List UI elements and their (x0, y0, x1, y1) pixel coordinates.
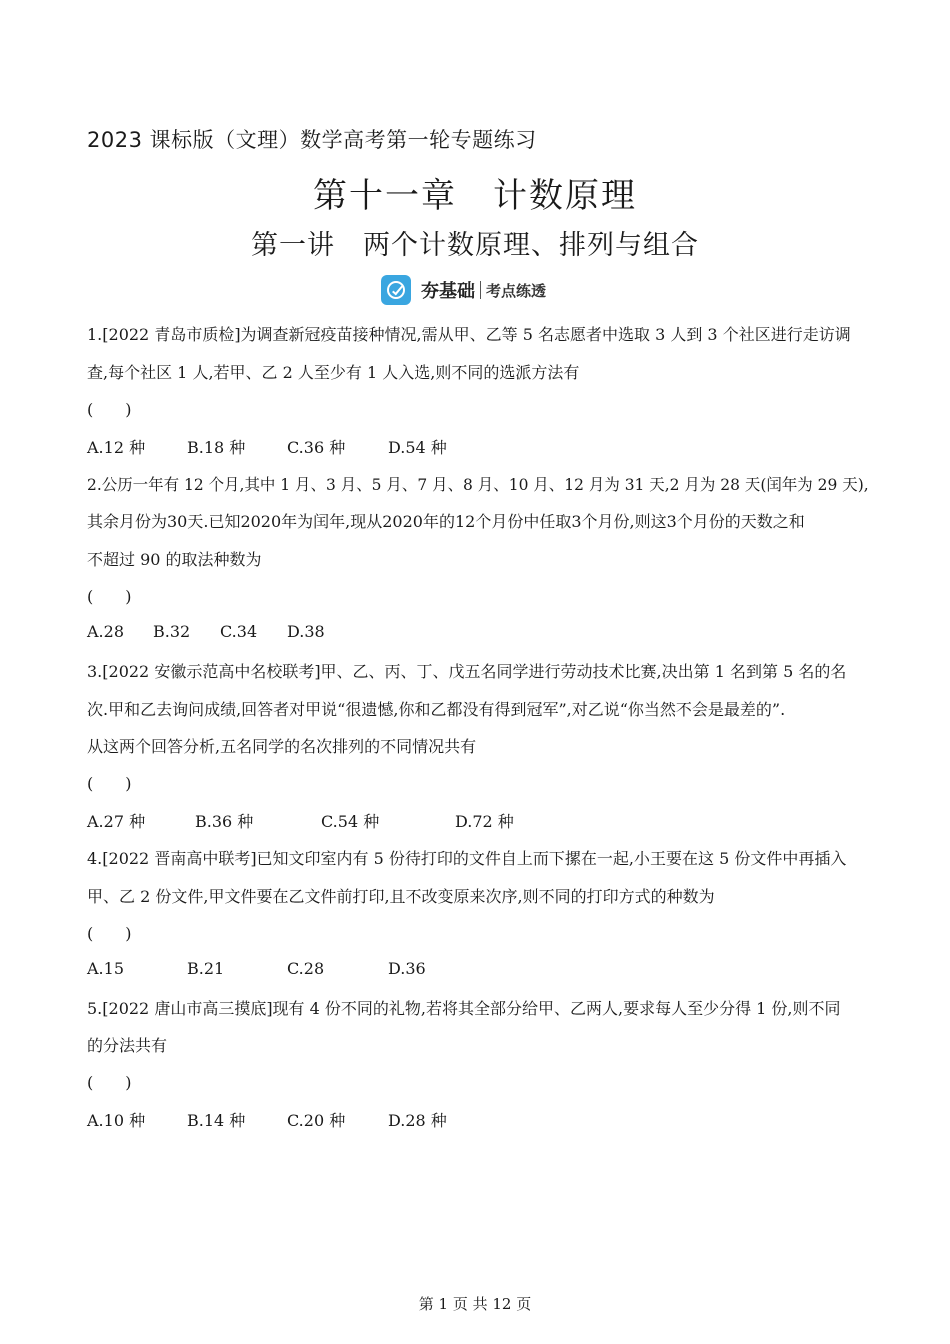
option-d: D.36 (388, 959, 426, 978)
question-line: 1.[2022 青岛市质检]为调查新冠疫苗接种情况,需从甲、乙等 5 名志愿者中选取 3 人到 3 个社区进行走访调 (87, 325, 851, 344)
option-b: B.36 种 (195, 812, 254, 831)
target-check-icon (381, 275, 411, 305)
option-b: B.21 (187, 959, 225, 978)
question-line: 从这两个回答分析,五名同学的名次排列的不同情况共有 (87, 737, 477, 756)
option-b: B.32 (153, 622, 191, 641)
option-c: C.34 (220, 622, 258, 641)
option-d: D.54 种 (388, 438, 447, 457)
option-d: D.72 种 (455, 812, 514, 831)
answer-blank: ( ) (87, 587, 132, 606)
option-b: B.14 种 (187, 1111, 246, 1130)
option-c: C.20 种 (287, 1111, 346, 1130)
question-line: 2.公历一年有 12 个月,其中 1 月、3 月、5 月、7 月、8 月、10 月、12 月为 31 天,2 月为 28 天(闰年为 29 天), (87, 475, 869, 494)
badge-sub-label: 考点练透 (486, 281, 547, 300)
question-line: 4.[2022 晋南高中联考]已知文印室内有 5 份待打印的文件自上而下摞在一起,小王要在这 5 份文件中再插入 (87, 849, 847, 868)
option-a: A.27 种 (87, 812, 146, 831)
option-d: D.38 (287, 622, 325, 641)
series-title: 2023 课标版（文理）数学高考第一轮专题练习 (87, 128, 537, 152)
option-c: C.36 种 (287, 438, 346, 457)
question-line: 次.甲和乙去询问成绩,回答者对甲说“很遗憾,你和乙都没有得到冠军”,对乙说“你当然不会是最差的”. (87, 700, 786, 719)
answer-blank: ( ) (87, 400, 132, 419)
answer-blank: ( ) (87, 924, 132, 943)
option-a: A.28 (87, 622, 124, 641)
option-b: B.18 种 (187, 438, 246, 457)
option-c: C.54 种 (321, 812, 380, 831)
lecture-title: 第一讲 两个计数原理、排列与组合 (251, 230, 699, 261)
question-line: 其余月份为30天.已知2020年为闰年,现从2020年的12个月份中任取3个月份,则这3个月份的天数之和 (87, 512, 805, 531)
question-line: 3.[2022 安徽示范高中名校联考]甲、乙、丙、丁、戊五名同学进行劳动技术比赛,决出第 1 名到第 5 名的名 (87, 662, 847, 681)
section-badge (381, 274, 546, 306)
question-line: 不超过 90 的取法种数为 (87, 550, 262, 569)
question-line: 的分法共有 (87, 1036, 168, 1055)
question-line: 甲、乙 2 份文件,甲文件要在乙文件前打印,且不改变原来次序,则不同的打印方式的种数为 (87, 887, 715, 906)
option-c: C.28 (287, 959, 325, 978)
option-a: A.15 (87, 959, 124, 978)
chapter-title: 第十一章 计数原理 (313, 176, 637, 216)
answer-blank: ( ) (87, 774, 132, 793)
question-line: 查,每个社区 1 人,若甲、乙 2 人至少有 1 人入选,则不同的选派方法有 (87, 363, 580, 382)
option-d: D.28 种 (388, 1111, 447, 1130)
option-a: A.10 种 (87, 1111, 146, 1130)
question-line: 5.[2022 唐山市高三摸底]现有 4 份不同的礼物,若将其全部分给甲、乙两人,要求每人至少分得 1 份,则不同 (87, 999, 841, 1018)
badge-main-label: 夯基础 (421, 281, 475, 302)
badge-divider (480, 281, 481, 299)
option-a: A.12 种 (87, 438, 146, 457)
page-number: 第 1 页 共 12 页 (418, 1295, 532, 1313)
answer-blank: ( ) (87, 1073, 132, 1092)
